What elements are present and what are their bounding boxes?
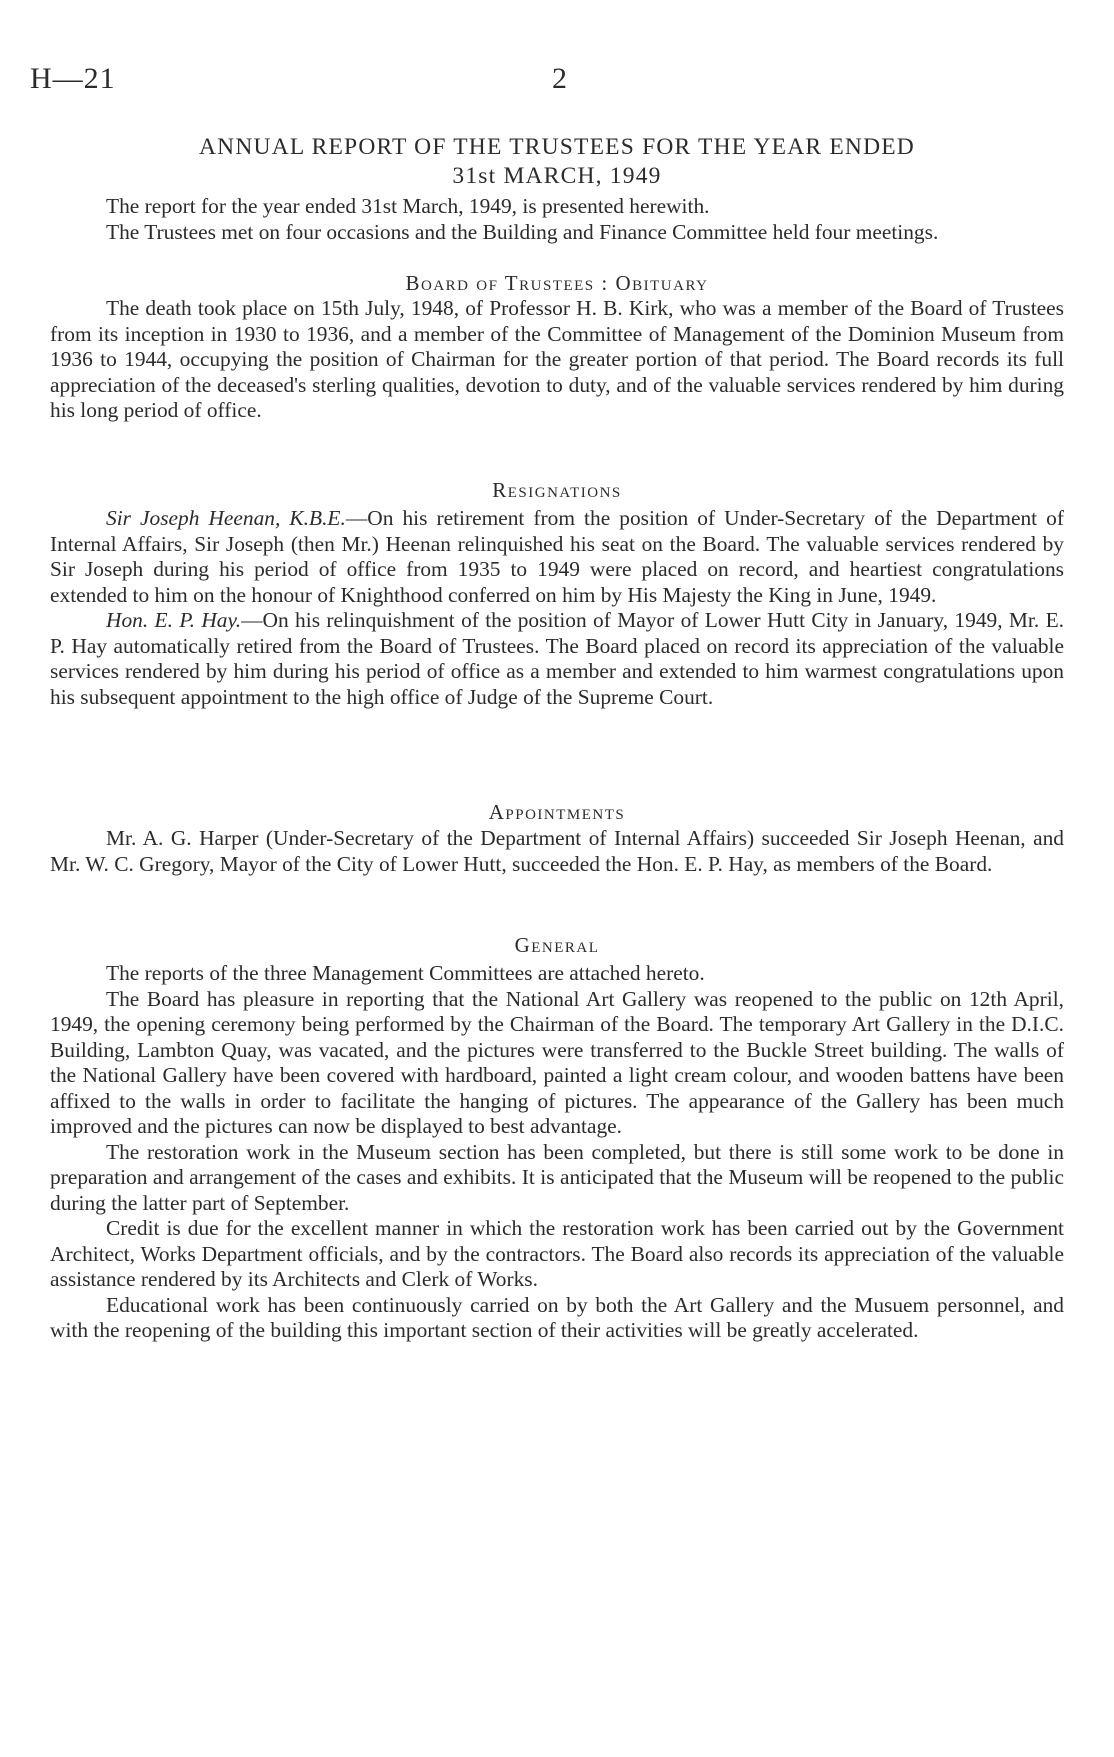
resignation-paragraph (50, 608, 1064, 710)
resignation-name: Sir Joseph Heenan, K.B.E. (106, 506, 346, 530)
appointments-paragraph: Mr. A. G. Harper (Under-Secretary of the Department of Internal Affairs) succeeded Sir Joseph Heenan, and Mr. W. C. Gregory, Mayor of the City of Lower Hutt, succeeded the Hon. E. P. Hay, as members of the Board. (50, 826, 1064, 876)
obituary-heading: Board of Trustees : Obituary (405, 271, 709, 295)
general-paragraph: The restoration work in the Museum section has been completed, but there is still some work to be done in preparation and arrangement of the cases and exhibits. It is anticipated that the Museum will be reopened to the public during the latter part of September. (50, 1139, 1064, 1215)
intro-paragraph: The report for the year ended 31st March, 1949, is presented herewith. (106, 194, 710, 218)
general-paragraph: The Board has pleasure in reporting that the National Art Gallery was reopened to the public on 12th April, 1949, the opening ceremony being performed by the Chairman of the Board. The temporary Art Gallery in the D.I.C. Building, Lambton Quay, was vacated, and the pictures were transferred to the Buckle Street building. The walls of the National Gallery have been covered with hardboard, painted a light cream colour, and wooden battens have been affixed to the walls in order to facilitate the hanging of pictures. The appearance of the Gallery has been much improved and the pictures can now be displayed to best advantage. (50, 986, 1064, 1138)
page-number: 2 (552, 62, 567, 95)
report-title: ANNUAL REPORT OF THE TRUSTEES FOR THE YEAR ENDED (199, 134, 915, 160)
page-header (0, 62, 1114, 102)
intro-paragraph: The Trustees met on four occasions and the Building and Finance Committee held four meetings. (106, 219, 939, 244)
general-paragraph: The reports of the three Management Committees are attached hereto. (106, 961, 705, 985)
general-paragraph: Credit is due for the excellent manner in which the restoration work has been carried out by the Government Architect, Works Department officials, and by the contractors. The Board also records its appreciation of the valuable assistance rendered by its Architects and Clerk of Works. (50, 1216, 1064, 1291)
general-section (50, 961, 1064, 1344)
appointments-section (50, 826, 1064, 877)
resignation-name: Hon. E. P. Hay. (106, 608, 242, 632)
resignation-text: —On his retirement from the position of Under-Secretary of the Department of Internal Affairs, Sir Joseph (then Mr.) Heenan relinquished his seat on the Board. The valuable services rendered by Sir Joseph during his period of office from 1935 to 1949 were placed on record, and heartiest congratulations extended to him on the honour of Knighthood conferred on him by His Majesty the King in June, 1949. (50, 506, 1065, 607)
document-reference: H—21 (30, 62, 116, 95)
resignations-heading: Resignations (492, 478, 622, 502)
obituary-paragraph: The death took place on 15th July, 1948, of Professor H. B. Kirk, who was a member of the Board of Trustees from its inception in 1930 to 1936, and a member of the Committee of Management of the Dominion Museum from 1936 to 1944, occupying the position of Chairman for the greater portion of that period. The Board records its full appreciation of the deceased's sterling qualities, devotion to duty, and of the valuable services rendered by him during his long period of office. (50, 296, 1064, 422)
obituary-section (50, 296, 1064, 424)
resignation-paragraph (50, 506, 1064, 608)
resignations-section (50, 506, 1064, 710)
report-title-date: 31st MARCH, 1949 (452, 163, 662, 189)
appointments-heading: Appointments (488, 800, 626, 824)
intro-section (50, 194, 1064, 245)
general-paragraph: Educational work has been continuously carried on by both the Art Gallery and the Musuem personnel, and with the reopening of the building this important section of their activities will be greatly accelerated. (50, 1292, 1064, 1342)
resignation-text: —On his relinquishment of the position of Mayor of Lower Hutt City in January, 1949, Mr. E. P. Hay automatically retired from the Board of Trustees. The Board placed on record its appreciation of the valuable services rendered by him during his period of office as a member and extended to him warmest congratulations upon his subsequent appointment to the high office of Judge of the Supreme Court. (50, 608, 1065, 709)
general-heading: General (514, 933, 600, 957)
